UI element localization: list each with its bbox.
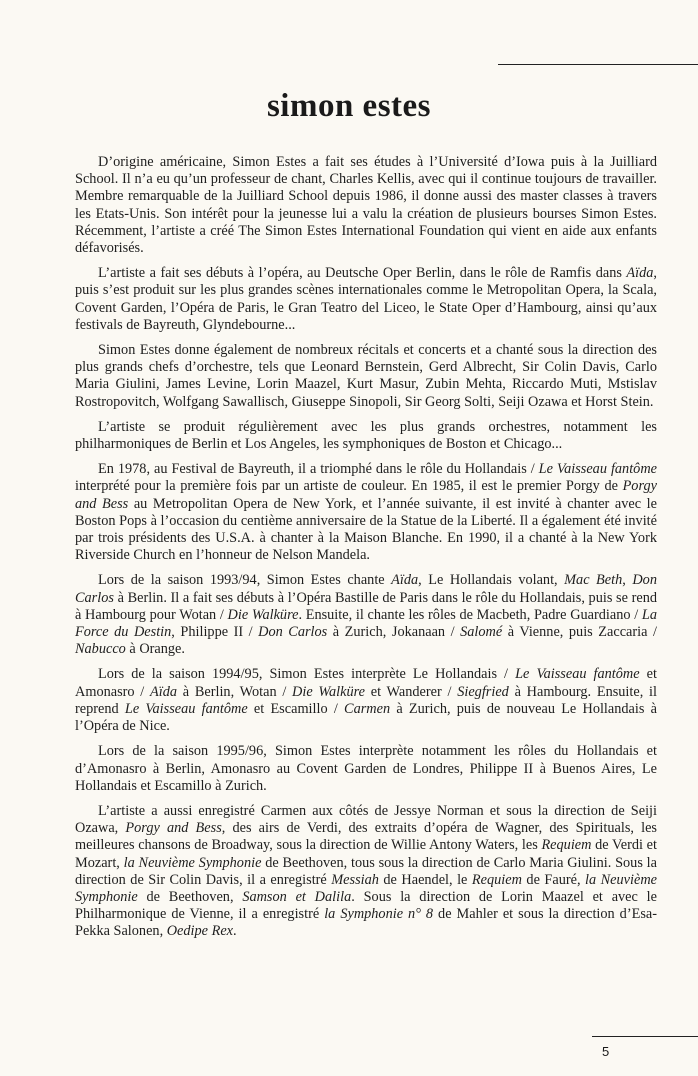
italic-title: Aïda [391,572,419,589]
italic-title: Die Walküre [227,606,299,623]
paragraph [75,342,657,411]
text-run: de Mahler et sous la direction d’Esa-Pekka Salonen, [75,906,657,940]
text-run: . Ensuite, il chante les rôles de Macbeth, Padre Guardiano / [298,606,642,623]
text-run: Simon Estes donne également de nombreux récitals et concerts et a chanté sous la direction des plus grands chefs d’orchestre, tels que Leonard Bernstein, Gerd Albrecht, Sir Colin Davis, Carlo Maria Giulini, James Levine, Lorin Maazel, Kurt Masur, Zubin Mehta, Riccardo Muti, Mstislav Rostropovitch, Wolfgang Sawallisch, Giuseppe Sinopoli, Sir Georg Solti, Seiji Ozawa et Horst Stein. [75,342,657,410]
italic-title: Porgy and Bess [125,820,222,837]
text-run: à Zurich, puis de nouveau Le Hollandais à l’Opéra de Nice. [75,700,657,735]
top-rule [498,64,698,65]
page-title: simon estes [266,88,432,125]
text-run: et Escamillo / [247,700,345,717]
italic-title: Messiah [331,871,379,888]
paragraph [75,743,657,795]
text-run: à Orange. [125,641,185,658]
italic-title: la Neuvième Symphonie [75,871,658,905]
italic-title: Die Walküre [292,683,366,700]
italic-title: Porgy and Bess [75,478,657,512]
text-run: En 1978, au Festival de Bayreuth, il a triomphé dans le rôle du Hollandais / [98,461,539,478]
text-run: L’artiste se produit régulièrement avec les plus grands orchestres, notamment les philharmoniques de Berlin et Los Angeles, les symphoniques de Boston et Chicago... [75,418,657,453]
text-run: à Berlin, Wotan / [177,683,293,700]
italic-title: Le Vaisseau fantôme [538,461,658,478]
paragraph [75,572,657,658]
italic-title: la Neuvième Symphonie [123,854,262,871]
bottom-rule [592,1036,698,1037]
text-run: à Zurich, Jokanaan / [327,624,461,641]
text-run: , [622,572,633,589]
text-run: au Metropolitan Opera de New York, et l’année suivante, il est invité à chanter avec le Boston Pops à l’occasion du centième anniversaire de la Statue de la Liberté. Il a également été invité par trois présidents des U.S.A. à chanter à la Maison Blanche. En 1990, il a chanté à la New York Riverside Church en l’honneur de Nelson Mandela. [75,495,657,564]
italic-title: Carmen [344,700,391,717]
paragraph [75,666,657,735]
italic-title: Requiem [471,871,522,888]
paragraph [75,419,657,453]
italic-title: Le Vaisseau fantôme [515,666,640,683]
text-run: , puis s’est produit sur les plus grandes scènes internationales comme le Metropolitan Opera, la Scala, Covent Garden, l’Opéra de Paris, le Gran Teatro del Liceo, le State Oper d’Hambourg, ainsi qu’aux festivals de Bayreuth, Glyndebourne... [75,265,657,333]
italic-title: Requiem [541,837,592,854]
italic-title: Siegfried [457,683,509,700]
paragraph [75,154,657,257]
biography-body [75,154,657,949]
italic-title: Don Carlos [75,572,657,606]
text-run: et Amonasro / [75,666,657,700]
italic-title: Aïda [150,683,178,700]
italic-title: Oedipe Rex [166,923,234,940]
italic-title: Nabucco [75,641,126,658]
paragraph [75,265,657,334]
italic-title: la Symphonie n° 8 [324,906,434,923]
italic-title: Le Vaisseau fantôme [124,700,248,717]
text-run: de Fauré, [521,871,586,888]
text-run: , des airs de Verdi, des extraits d’opéra de Wagner, des Spirituals, les meilleures chansons de Broadway, sous la direction de Willie Antony Waters, les [75,820,657,854]
text-run: Lors de la saison 1994/95, Simon Estes interprète Le Hollandais / [98,666,516,683]
text-run: . Sous la direction de Lorin Maazel et avec le Philharmonique de Vienne, il a enregistré [75,888,657,923]
text-run: Lors de la saison 1993/94, Simon Estes chante [98,572,392,589]
text-run: Lors de la saison 1995/96, Simon Estes interprète notamment les rôles du Hollandais et d’Amonasro à Berlin, Amonasro au Covent Garden de Londres, Philippe II à Buenos Aires, Le Hollandais et Escamillo à Zurich. [75,743,657,794]
text-run: et Wanderer / [365,683,458,700]
page-number: 5 [602,1044,610,1059]
text-run: . [233,923,237,940]
text-run: L’artiste a aussi enregistré Carmen aux côtés de Jessye Norman et sous la direction de Seiji Ozawa, [75,802,657,837]
text-run: à Hambourg. Ensuite, il reprend [75,683,657,717]
text-run: à Berlin. Il a fait ses débuts à l’Opéra Bastille de Paris dans le rôle du Hollandais, puis se rend à Hambourg pour Wotan / [75,589,657,623]
paragraph [75,461,657,564]
italic-title: Samson et Dalila [242,888,352,905]
italic-title: Aïda [626,265,654,282]
paragraph [75,803,657,941]
text-run: D’origine américaine, Simon Estes a fait ses études à l’Université d’Iowa puis à la Juilliard School. Il n’a eu qu’un professeur de chant, Charles Kellis, avec qui il continue toujours de travailler. Membre remarquable de la Juilliard School depuis 1986, il donne aussi des master classes à travers les Etats-Unis. Son intérêt pour la jeunesse lui a valu la création de plusieurs bourses Simon Estes. Récemment, l’artiste a créé The Simon Estes International Foundation qui vient en aide aux enfants défavorisés. [75,154,657,257]
text-run: à Vienne, puis Zaccaria / [502,624,657,641]
text-run: de Beethoven, tous sous la direction de Carlo Maria Giulini. Sous la direction de Sir Colin Davis, il a enregistré [75,854,657,888]
text-run: , Le Hollandais volant, [418,572,565,589]
text-run: L’artiste a fait ses débuts à l’opéra, au Deutsche Oper Berlin, dans le rôle de Ramfis dans [98,265,627,282]
italic-title: Salomé [460,624,503,641]
text-run: de Haendel, le [378,871,472,888]
italic-title: La Force du Destin [75,606,657,641]
italic-title: Don Carlos [258,624,328,641]
italic-title: Mac Beth [564,572,623,589]
text-run: de Beethoven, [137,888,243,905]
text-run: de Verdi et Mozart, [75,837,657,871]
text-run: interprété pour la première fois par un artiste de couleur. En 1985, il est le premier Porgy de [75,478,623,495]
text-run: , Philippe II / [171,624,259,641]
